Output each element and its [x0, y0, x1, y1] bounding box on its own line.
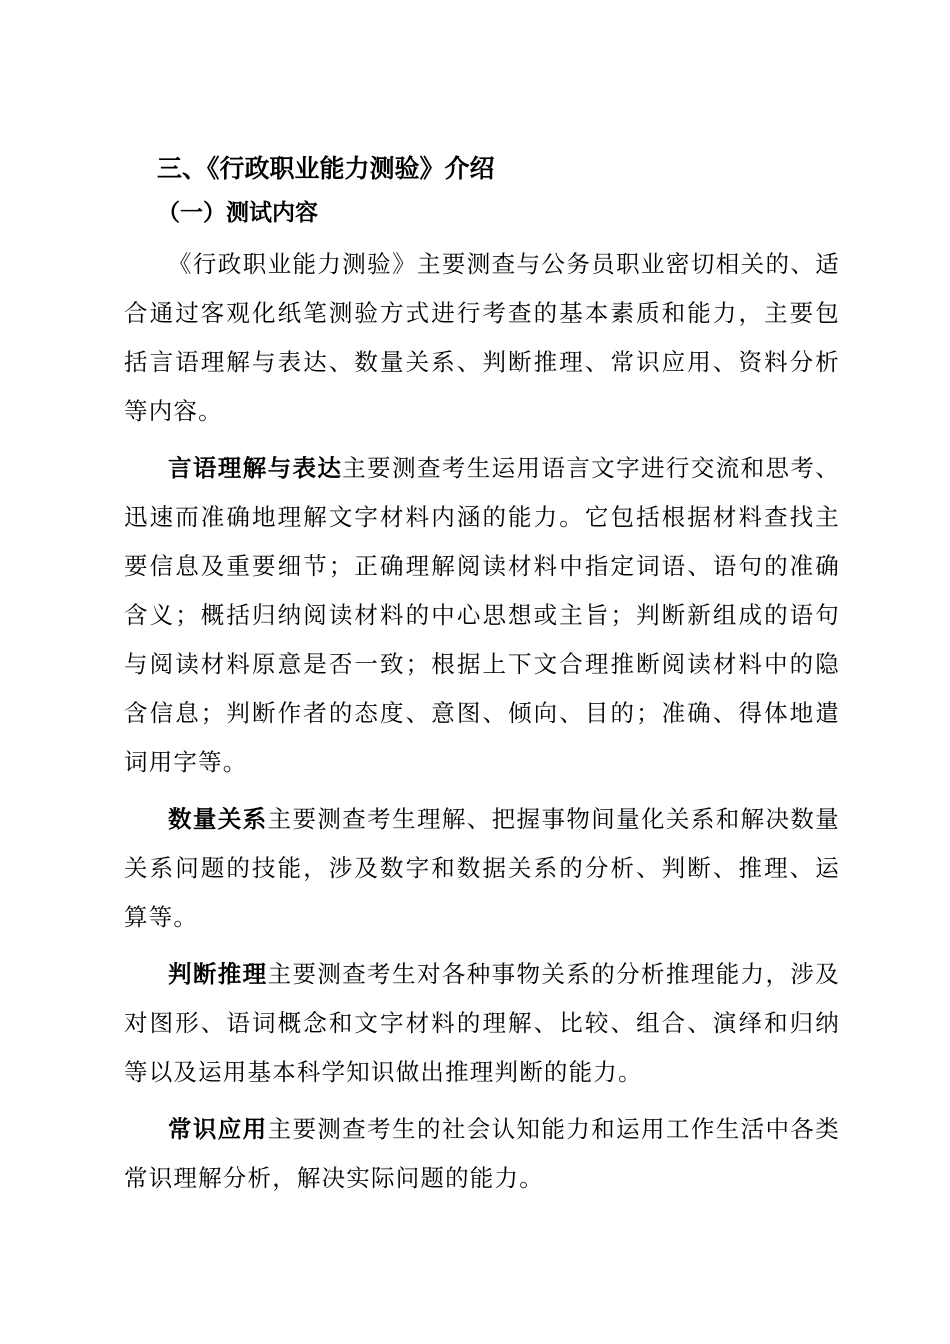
module-term: 言语理解与表达 [168, 454, 343, 482]
module-term: 常识应用 [168, 1115, 268, 1143]
module-text: 主要测查考生的社会认知能力和运用工作生活中各类常识理解分析，解决实际问题的能力。 [124, 1115, 840, 1192]
module-text: 主要测查考生理解、把握事物间量化关系和解决数量关系问题的技能，涉及数字和数据关系的分析、判断、推理、运算等。 [124, 805, 840, 931]
module-paragraph-verbal [124, 444, 840, 787]
module-term: 判断推理 [168, 960, 268, 988]
subsection-title: （一）测试内容 [157, 200, 318, 226]
intro-paragraph: 《行政职业能力测验》主要测查与公务员职业密切相关的、适合通过客观化纸笔测验方式进行考查的基本素质和能力，主要包括言语理解与表达、数量关系、判断推理、常识应用、资料分析等内容。 [124, 250, 840, 425]
module-paragraph-quantitative [124, 795, 840, 942]
module-paragraph-reasoning [124, 950, 840, 1097]
section-title: 三、《行政职业能力测验》介绍 [157, 154, 495, 183]
module-text: 主要测查考生对各种事物关系的分析推理能力，涉及对图形、语词概念和文字材料的理解、比较、组合、演绎和归纳等以及运用基本科学知识做出推理判断的能力。 [124, 960, 840, 1086]
module-text: 主要测查考生运用语言文字进行交流和思考、迅速而准确地理解文字材料内涵的能力。它包括根据材料查找主要信息及重要细节；正确理解阅读材料中指定词语、语句的准确含义；概括归纳阅读材料的中心思想或主旨；判断新组成的语句与阅读材料原意是否一致；根据上下文合理推断阅读材料中的隐含信息；判断作者的态度、意图、倾向、目的；准确、得体地遣词用字等。 [124, 454, 841, 776]
module-term: 数量关系 [168, 805, 268, 833]
module-paragraph-common-sense [124, 1105, 840, 1203]
